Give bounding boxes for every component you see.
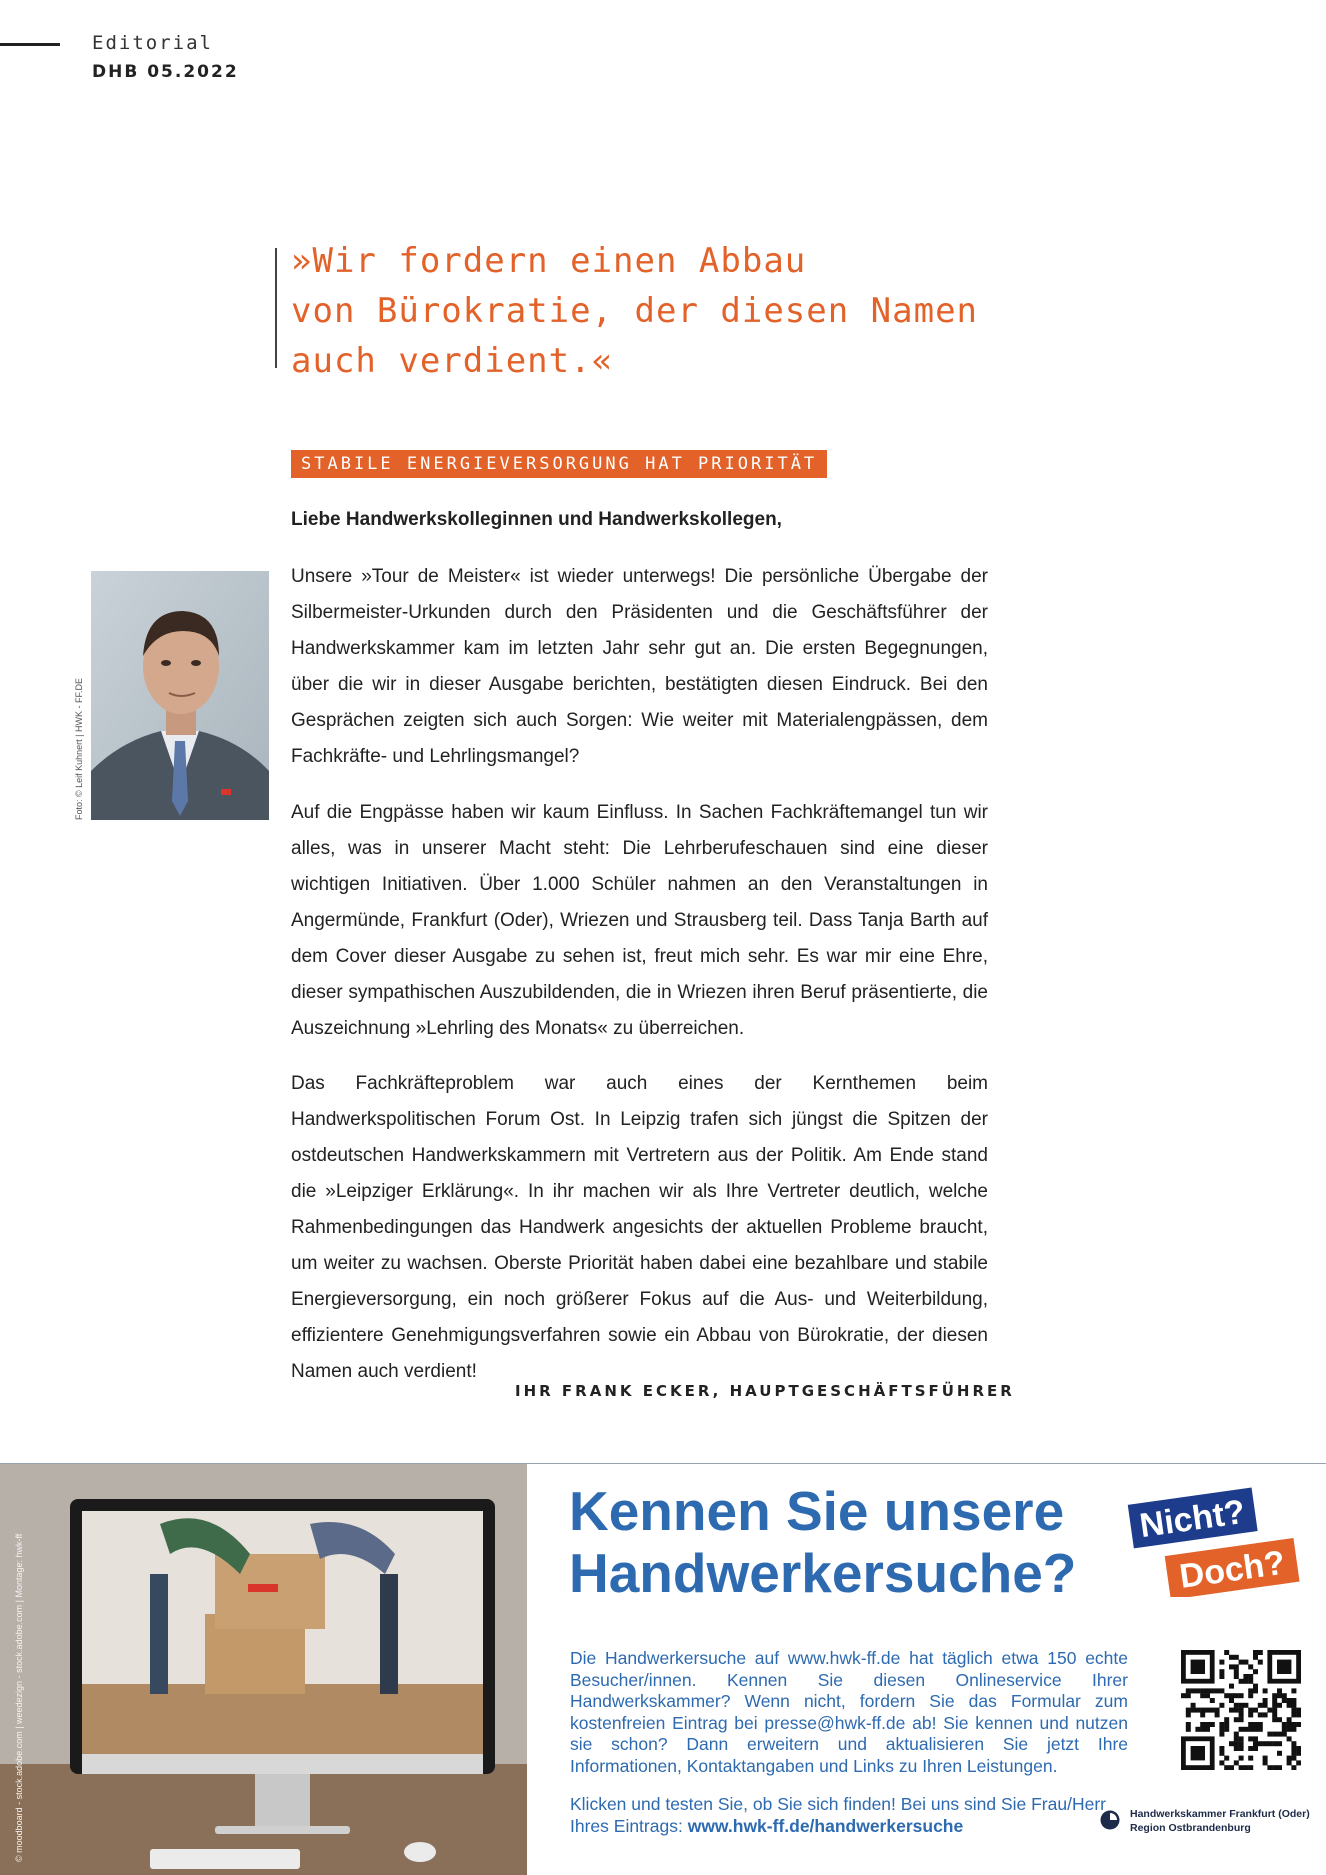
signature: IHR FRANK ECKER, HAUPTGESCHÄFTSFÜHRER xyxy=(515,1382,1015,1400)
pull-quote xyxy=(291,236,1051,386)
badge-bottom-text: Doch? xyxy=(1177,1543,1288,1596)
photo-credit: Foto: © Leif Kuhnert | HWK - FF.DE xyxy=(74,677,84,820)
quote-bar xyxy=(275,248,277,368)
ad-photo xyxy=(0,1464,527,1875)
quote-line: »Wir fordern einen Abbau xyxy=(291,241,807,281)
issue-label: DHB 05.2022 xyxy=(92,62,239,82)
ad-headline-line: Handwerkersuche? xyxy=(569,1542,1077,1604)
ad-cta xyxy=(570,1794,1110,1837)
section-label: STABILE ENERGIEVERSORGUNG HAT PRIORITÄT xyxy=(291,450,827,478)
section-title: Editorial xyxy=(92,32,213,54)
hwk-logo-mark xyxy=(1100,1810,1120,1830)
header-rule xyxy=(0,43,60,46)
ad-headline xyxy=(569,1480,1129,1604)
hwk-logo xyxy=(1098,1806,1320,1840)
ad-body-text: Die Handwerkersuche auf www.hwk-ff.de hat täglich etwa 150 echte Besucher/innen. Kennen Sie diesen Onlineservice Ihrer Handwerkskammer? Wenn nicht, fordern Sie das Formular zum kostenfreien Eintrag bei presse@hwk-ff.de ab! Sie kennen und nutzen sie schon? Dann erweitern und aktualisieren Sie jetzt Ihre Informationen, Kontaktangaben und Links zu Ihren Leistungen. xyxy=(570,1648,1128,1776)
ad-cta-link[interactable]: www.hwk-ff.de/handwerkersuche xyxy=(687,1815,964,1836)
hwk-logo-line2: Region Ostbrandenburg xyxy=(1130,1822,1251,1834)
paragraph: Das Fachkräfteproblem war auch eines der Kernthemen beim Handwerkspolitischen Forum Ost. In Leipzig trafen sich jüngst die Spitzen der ostdeutschen Handwerkskammern mit Vertretern aus der Politik. Am Ende stand die »Leipziger Erklärung«. In ihr machen wir als Ihre Vertreter deutlich, welche Rahmenbedingungen das Handwerk angesichts der aktuellen Probleme braucht, um weiter zu wachsen. Oberste Priorität haben dabei eine bezahlbare und stabile Energieversorgung, ein noch größerer Fokus auf die Aus- und Weiterbildung, effizientere Genehmigungsverfahren sowie ein Abbau von Bürokratie, der diesen Namen auch verdient! xyxy=(291,1073,988,1382)
ad-photo-credit: © moodboard - stock.adobe.com | weedezign - stock.adobe.com | Montage: hwk-ff xyxy=(14,1533,24,1862)
badge-top-text: Nicht? xyxy=(1137,1492,1248,1546)
ad-headline-line: Kennen Sie unsere xyxy=(569,1480,1065,1542)
paragraph: Auf die Engpässe haben wir kaum Einfluss. In Sachen Fachkräftemangel tun wir alles, was in unserer Macht steht: Die Lehrberufeschauen sind eine dieser wichtigen Initiativen. Über 1.000 Schüler nahmen an den Veranstaltungen in Angermünde, Frankfurt (Oder), Wriezen und Strausberg teil. Dass Tanja Barth auf dem Cover dieser Ausgabe zu sehen ist, freut mich sehr. Es war mir eine Ehre, dieser sympathischen Auszubildenden, die in Wriezen ihren Beruf präsentierte, die Auszeichnung »Lehrling des Monats« zu überreichen. xyxy=(291,802,988,1039)
portrait-photo xyxy=(91,571,269,820)
ad-cta-text: Klicken und testen Sie, ob Sie sich finden! Bei uns sind Sie Frau/Herr Ihres Eintrags: xyxy=(570,1794,1106,1836)
quote-line: auch verdient.« xyxy=(291,341,614,381)
nicht-doch-badge xyxy=(1125,1487,1305,1597)
salutation: Liebe Handwerkskolleginnen und Handwerkskollegen, xyxy=(291,509,782,530)
paragraph: Unsere »Tour de Meister« ist wieder unterwegs! Die persönliche Übergabe der Silbermeister-Urkunden durch den Präsidenten und die Geschäftsführer der Handwerkskammer kam im letzten Jahr sehr gut an. Die ersten Begegnungen, über die wir in dieser Ausgabe berichten, bestätigten diesen Eindruck. Bei den Gesprächen zeigten sich auch Sorgen: Wie weiter mit Materialengpässen, dem Fachkräfte- und Lehrlingsmangel? xyxy=(291,566,988,767)
quote-line: von Bürokratie, der diesen Namen xyxy=(291,291,979,331)
qr-code[interactable] xyxy=(1181,1650,1301,1770)
hwk-logo-line1: Handwerkskammer Frankfurt (Oder) xyxy=(1130,1808,1310,1820)
